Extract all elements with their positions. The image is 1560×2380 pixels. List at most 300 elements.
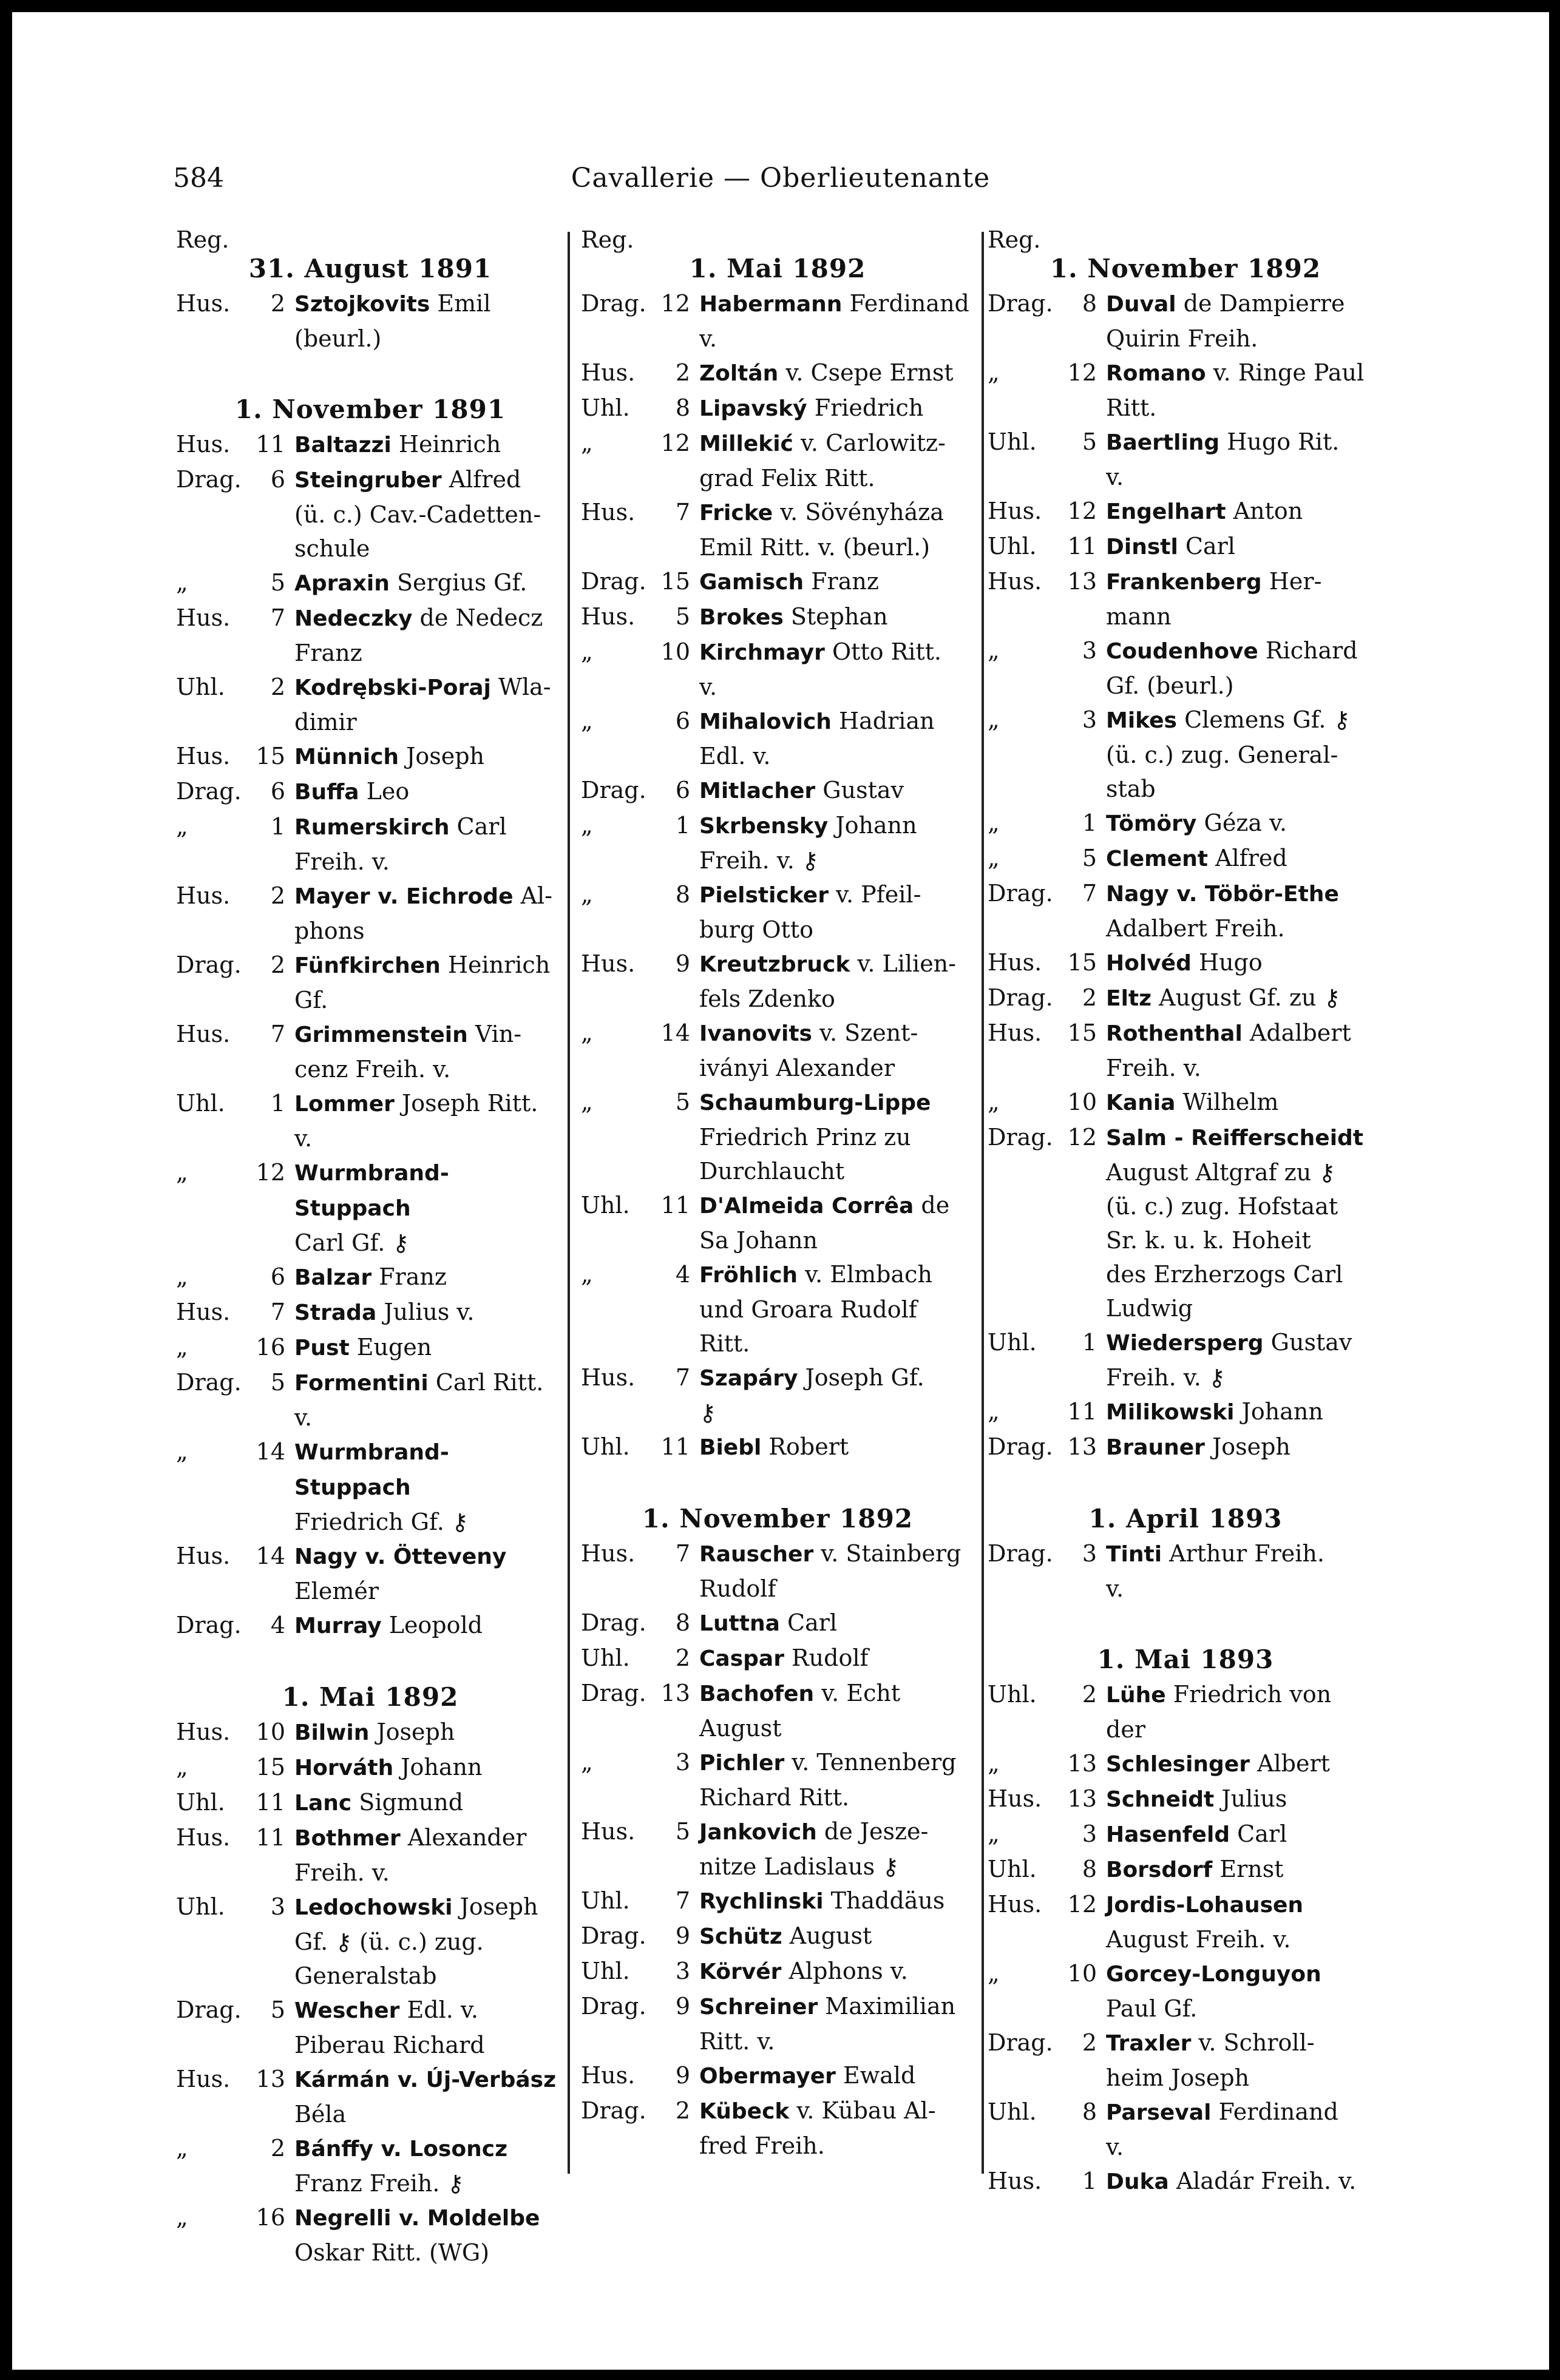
regiment-number: 2 xyxy=(270,882,285,909)
regiment-number: 13 xyxy=(256,2066,285,2092)
list-item xyxy=(581,1884,974,1919)
list-item xyxy=(176,774,565,810)
entry-line: Sr. k. u. k. Hoheit xyxy=(1106,1227,1311,1254)
officer-name: Fricke xyxy=(699,501,773,526)
regiment-type: Drag. xyxy=(581,2097,646,2124)
entry-text xyxy=(1106,425,1383,494)
entry-line: Gf. (beurl.) xyxy=(1106,672,1234,699)
column-1 xyxy=(176,225,565,2270)
entry-line: Joseph xyxy=(369,1719,455,1745)
entry-text xyxy=(294,1539,565,1608)
entry-line: Her- xyxy=(1261,568,1322,595)
officer-name: Biebl xyxy=(699,1435,762,1460)
officer-name: Clement xyxy=(1106,847,1208,871)
officer-name: Kania xyxy=(1106,1090,1176,1115)
regiment-number: 4 xyxy=(270,1612,285,1638)
entry-line: Ritt. v. xyxy=(699,2028,775,2055)
regiment-type: Uhl. xyxy=(988,533,1037,560)
entry-line: Friedrich xyxy=(807,394,924,421)
entry-text xyxy=(1106,1120,1383,1325)
entry-text xyxy=(294,739,565,774)
list-item xyxy=(581,391,974,426)
regiment-type: Uhl. xyxy=(988,1856,1037,1882)
reg-column-label: Reg. xyxy=(176,226,229,253)
list-item xyxy=(581,426,974,495)
regiment-number: 9 xyxy=(675,1993,690,2020)
list-item xyxy=(176,1993,565,2062)
entry-line: Joseph Gf. xyxy=(798,1364,924,1391)
entry-line: Ludwig xyxy=(1106,1295,1193,1322)
regiment-type: Uhl. xyxy=(988,2098,1037,2125)
list-item xyxy=(581,286,974,356)
regiment-number: 15 xyxy=(660,568,690,595)
entry-text xyxy=(699,1745,974,1814)
list-item xyxy=(581,877,974,947)
officer-name: Brauner xyxy=(1106,1435,1205,1460)
regiment-number: 16 xyxy=(256,1334,285,1361)
officer-name: Kodrębski-Poraj xyxy=(294,675,491,700)
entry-text xyxy=(294,601,565,670)
list-item xyxy=(988,1120,1383,1325)
officer-name: Nagy v. Ötteveny xyxy=(294,1544,507,1569)
list-item xyxy=(581,1537,974,1606)
regiment-number: 13 xyxy=(1067,568,1097,595)
officer-name: Mikes xyxy=(1106,708,1177,733)
regiment-type: Drag. xyxy=(176,466,242,493)
entry-text xyxy=(699,1430,974,1465)
entry-line: Alexander xyxy=(400,1824,527,1851)
list-item xyxy=(176,462,565,566)
entry-line: Robert xyxy=(761,1433,849,1460)
officer-name: Mihalovich xyxy=(699,709,832,734)
officer-name: Rumerskirch xyxy=(294,815,450,840)
regiment-number: 8 xyxy=(1082,290,1097,317)
officer-name: Bothmer xyxy=(294,1826,401,1851)
entry-line: Quirin Freih. xyxy=(1106,325,1258,352)
officer-name: Eltz xyxy=(1106,986,1152,1011)
regiment-type: Uhl. xyxy=(988,428,1037,455)
regiment-number: 11 xyxy=(256,1824,285,1851)
section-gap xyxy=(176,356,565,392)
officer-name: Jordis-Lohausen xyxy=(1106,1893,1304,1918)
officer-name: Bánffy v. Losoncz xyxy=(294,2137,508,2162)
entry-line: Aladár Freih. v. xyxy=(1168,2168,1357,2194)
column-2 xyxy=(581,225,974,2163)
entry-line: ⚷ xyxy=(699,1399,716,1426)
entry-line: Carl xyxy=(1230,1820,1287,1847)
list-item xyxy=(581,1016,974,1085)
regiment-type: Uhl. xyxy=(581,1958,630,1984)
list-item xyxy=(988,806,1383,841)
entry-text xyxy=(294,1365,565,1435)
list-item xyxy=(176,1750,565,1785)
section-gap xyxy=(581,1465,974,1501)
list-item xyxy=(581,704,974,773)
regiment-type: Hus. xyxy=(988,568,1042,595)
officer-name: Parseval xyxy=(1106,2100,1212,2125)
list-item xyxy=(581,635,974,704)
officer-name: Borsdorf xyxy=(1106,1858,1213,1882)
regiment-type: „ xyxy=(176,2135,188,2162)
regiment-type: Uhl. xyxy=(176,1090,225,1117)
list-item xyxy=(581,773,974,808)
entry-line: Wla- xyxy=(490,674,551,700)
regiment-number: 11 xyxy=(256,1789,285,1816)
entry-line: Heinrich xyxy=(440,952,551,978)
regiment-type: „ xyxy=(988,1750,1000,1777)
entry-line: iványi Alexander xyxy=(699,1055,895,1081)
entry-line: Leo xyxy=(359,778,410,805)
officer-name: Schneidt xyxy=(1106,1787,1215,1812)
entry-text xyxy=(1106,703,1383,806)
list-item xyxy=(988,703,1383,806)
regiment-number: 12 xyxy=(660,290,690,317)
list-item xyxy=(988,2026,1383,2095)
officer-name: Luttna xyxy=(699,1611,780,1636)
entry-line: phons xyxy=(294,918,365,944)
list-item xyxy=(581,1989,974,2058)
entry-line: burg Otto xyxy=(699,916,813,943)
list-item xyxy=(176,286,565,356)
list-item xyxy=(581,1257,974,1361)
officer-name: Rychlinski xyxy=(699,1889,824,1914)
regiment-number: 10 xyxy=(1067,1089,1097,1115)
entry-line: v. Csepe Ernst xyxy=(778,359,954,386)
entry-text xyxy=(1106,1430,1383,1465)
list-item xyxy=(176,427,565,462)
entry-line: mann xyxy=(1106,603,1172,630)
entry-text xyxy=(699,356,974,391)
entry-text xyxy=(294,427,565,462)
entry-text xyxy=(294,670,565,739)
entry-line: Johann xyxy=(393,1754,483,1780)
entry-text xyxy=(699,1989,974,2058)
entry-line: Freih. v. ⚷ xyxy=(699,847,819,874)
regiment-number: 6 xyxy=(675,708,690,734)
regiment-number: 3 xyxy=(1082,706,1097,733)
officer-name: Kármán v. Új-Verbász xyxy=(294,2067,557,2092)
officer-name: Strada xyxy=(294,1300,377,1325)
regiment-number: 5 xyxy=(270,1996,285,2023)
entry-text xyxy=(294,2062,565,2131)
entry-line: Julius v. xyxy=(376,1299,475,1325)
page-number: 584 xyxy=(173,163,224,194)
entry-line: v. Pfeil- xyxy=(828,881,921,908)
entry-line: Géza v. xyxy=(1196,810,1287,836)
entry-line: Ritt. xyxy=(1106,394,1157,421)
list-item xyxy=(988,494,1383,529)
section-date: 1. Mai 1892 xyxy=(282,1682,459,1712)
officer-name: Lühe xyxy=(1106,1683,1166,1708)
list-item xyxy=(176,1608,565,1643)
list-item xyxy=(581,600,974,635)
entry-line: Richard xyxy=(1258,637,1358,664)
entry-text xyxy=(699,1884,974,1919)
page-title: Cavallerie — Oberlieutenante xyxy=(571,163,991,194)
regiment-number: 3 xyxy=(675,1749,690,1776)
entry-text xyxy=(1106,1956,1383,2026)
section-date: 1. November 1891 xyxy=(234,394,506,424)
entry-line: v. Lilien- xyxy=(850,950,956,977)
regiment-number: 13 xyxy=(1067,1433,1097,1460)
regiment-number: 2 xyxy=(1082,984,1097,1011)
officer-name: Baltazzi xyxy=(294,433,392,458)
entry-line: Anton xyxy=(1226,498,1303,524)
regiment-type: Drag. xyxy=(988,1124,1053,1151)
regiment-type: Hus. xyxy=(581,359,636,386)
officer-name: Mitlacher xyxy=(699,779,816,803)
entry-line: Sigmund xyxy=(351,1789,464,1816)
entry-line: Emil Ritt. v. (beurl.) xyxy=(699,534,931,561)
regiment-type: Hus. xyxy=(176,1543,231,1569)
list-item xyxy=(581,2094,974,2163)
entry-line: Gf. xyxy=(294,987,328,1013)
list-item xyxy=(988,356,1383,425)
entry-text xyxy=(699,426,974,495)
entry-line: des Erzherzogs Carl xyxy=(1106,1261,1343,1288)
officer-name: Jankovich xyxy=(699,1820,817,1845)
entry-text xyxy=(699,635,974,704)
entry-line: schule xyxy=(294,535,370,562)
entry-line: August Freih. v. xyxy=(1106,1926,1291,1953)
regiment-type: Hus. xyxy=(176,882,231,909)
entry-text xyxy=(294,2131,565,2200)
entry-text xyxy=(294,1017,565,1086)
regiment-type: Drag. xyxy=(581,777,646,803)
list-item xyxy=(581,1361,974,1430)
officer-name: Duval xyxy=(1106,292,1176,317)
list-item xyxy=(988,1887,1383,1956)
entry-line: Ernst xyxy=(1212,1856,1284,1882)
entry-text xyxy=(1106,2164,1383,2199)
entry-line: Adalbert xyxy=(1242,1019,1351,1046)
list-item xyxy=(176,1086,565,1155)
entry-line: fels Zdenko xyxy=(699,985,835,1012)
list-item xyxy=(176,1295,565,1330)
regiment-type: „ xyxy=(581,708,593,734)
entry-line: (beurl.) xyxy=(294,325,382,352)
regiment-number: 13 xyxy=(660,1680,690,1706)
regiment-number: 1 xyxy=(675,812,690,839)
entry-text xyxy=(699,1919,974,1954)
entry-line: Béla xyxy=(294,2101,347,2128)
entry-line: Joseph Ritt. xyxy=(394,1090,538,1117)
entry-line: Alfred xyxy=(1207,845,1287,871)
list-item xyxy=(988,1817,1383,1852)
regiment-type: „ xyxy=(988,637,1000,664)
regiment-type: „ xyxy=(176,1438,188,1465)
list-item xyxy=(988,1746,1383,1782)
regiment-number: 8 xyxy=(675,394,690,421)
regiment-number: 2 xyxy=(675,2097,690,2124)
officer-name: Lanc xyxy=(294,1791,352,1816)
officer-name: Milikowski xyxy=(1106,1400,1235,1425)
entry-text xyxy=(1106,2095,1383,2164)
regiment-type: Uhl. xyxy=(581,1433,630,1460)
regiment-number: 3 xyxy=(675,1958,690,1984)
list-item xyxy=(988,286,1383,356)
entry-line: Hadrian xyxy=(831,708,935,734)
entry-text xyxy=(699,1676,974,1745)
list-item xyxy=(176,2131,565,2200)
officer-name: Habermann xyxy=(699,292,843,317)
entry-text xyxy=(1106,1677,1383,1746)
officer-name: Romano xyxy=(1106,361,1206,386)
officer-name: Obermayer xyxy=(699,2064,836,2089)
entry-text xyxy=(699,947,974,1016)
officer-name: Negrelli v. Moldelbe xyxy=(294,2206,540,2231)
section-date: 1. November 1892 xyxy=(1050,254,1321,283)
officer-name: Ledochowski xyxy=(294,1895,453,1920)
regiment-number: 12 xyxy=(256,1159,285,1186)
entry-line: v. xyxy=(1106,1575,1124,1602)
entry-text xyxy=(1106,1852,1383,1887)
officer-name: Szapáry xyxy=(699,1366,798,1391)
entry-line: Edl. v. xyxy=(399,1996,478,2023)
list-item xyxy=(176,1820,565,1890)
section-date: 1. Mai 1892 xyxy=(689,254,866,283)
entry-line: nitze Ladislaus ⚷ xyxy=(699,1853,900,1880)
regiment-number: 7 xyxy=(270,1021,285,1047)
entry-line: fred Freih. xyxy=(699,2132,825,2159)
entry-text xyxy=(1106,2026,1383,2095)
entry-line: der xyxy=(1106,1716,1145,1743)
entry-line: Paul Gf. xyxy=(1106,1995,1198,2022)
entry-line: Al- xyxy=(513,882,553,909)
regiment-number: 14 xyxy=(256,1543,285,1569)
entry-line: Leopold xyxy=(381,1612,483,1638)
officer-name: Gamisch xyxy=(699,570,804,595)
column-3 xyxy=(988,225,1383,2199)
officer-name: Grimmenstein xyxy=(294,1023,468,1047)
regiment-type: Drag. xyxy=(176,1369,242,1396)
entry-text xyxy=(699,1188,974,1257)
entry-line: Julius xyxy=(1214,1785,1287,1812)
regiment-number: 15 xyxy=(1067,949,1097,976)
entry-text xyxy=(699,1257,974,1361)
regiment-number: 12 xyxy=(660,430,690,456)
officer-name: Steingruber xyxy=(294,468,442,493)
regiment-number: 2 xyxy=(1082,2029,1097,2056)
regiment-type: Drag. xyxy=(581,1922,646,1949)
officer-name: Rauscher xyxy=(699,1542,814,1567)
list-item xyxy=(988,1085,1383,1120)
officer-name: Nagy v. Töbör-Ethe xyxy=(1106,882,1339,907)
regiment-number: 12 xyxy=(1067,359,1097,386)
entry-line: Albert xyxy=(1250,1750,1330,1777)
entry-text xyxy=(699,1016,974,1085)
entry-line: de xyxy=(914,1192,950,1219)
entry-line: und Groara Rudolf xyxy=(699,1296,917,1323)
regiment-type: Drag. xyxy=(581,1680,646,1706)
entry-text xyxy=(699,1954,974,1989)
entry-line: Elemér xyxy=(294,1578,379,1604)
list-item xyxy=(988,1677,1383,1746)
entry-line: August Gf. zu ⚷ xyxy=(1151,984,1341,1011)
officer-name: Wiedersperg xyxy=(1106,1331,1264,1356)
regiment-number: 2 xyxy=(675,359,690,386)
regiment-type: Uhl. xyxy=(581,1887,630,1914)
regiment-number: 3 xyxy=(270,1893,285,1920)
officer-name: Tömöry xyxy=(1106,811,1197,836)
list-item xyxy=(581,356,974,391)
section-date: 31. August 1891 xyxy=(248,254,492,283)
entry-line: stab xyxy=(1106,776,1156,802)
entry-text xyxy=(1106,1325,1383,1395)
regiment-type: Hus. xyxy=(176,1021,231,1047)
list-item xyxy=(176,1715,565,1750)
entry-line: Alphons v. xyxy=(781,1958,908,1984)
regiment-number: 8 xyxy=(1082,2098,1097,2125)
entry-text xyxy=(699,1361,974,1430)
officer-name: Sztojkovits xyxy=(294,292,430,317)
list-item xyxy=(988,1430,1383,1465)
regiment-type: Drag. xyxy=(988,2029,1053,2056)
entry-text xyxy=(294,1715,565,1750)
list-item xyxy=(176,879,565,948)
regiment-type: Hus. xyxy=(581,603,636,630)
entry-text xyxy=(699,286,974,356)
entry-line: Adalbert Freih. xyxy=(1106,915,1285,942)
entry-line: Freih. v. ⚷ xyxy=(1106,1364,1226,1391)
officer-name: Traxler xyxy=(1106,2031,1192,2056)
list-item xyxy=(176,1435,565,1539)
entry-line: Joseph xyxy=(1204,1433,1290,1460)
regiment-type: „ xyxy=(176,1754,188,1780)
entry-line: Thaddäus xyxy=(823,1887,945,1914)
entry-text xyxy=(1106,529,1383,564)
entry-text xyxy=(294,1785,565,1820)
entry-line: v. Schroll- xyxy=(1191,2029,1315,2056)
entry-line: Carl Gf. ⚷ xyxy=(294,1229,410,1256)
regiment-number: 2 xyxy=(270,2135,285,2162)
regiment-type: Hus. xyxy=(988,2168,1042,2194)
entry-line: Ewald xyxy=(835,2062,916,2089)
list-item xyxy=(176,810,565,879)
entry-text xyxy=(699,773,974,808)
entry-line: v. Szent- xyxy=(812,1019,918,1046)
regiment-number: 7 xyxy=(1082,880,1097,907)
entry-line: Franz xyxy=(804,568,879,595)
entry-line: Gustav xyxy=(1263,1329,1352,1356)
regiment-number: 9 xyxy=(675,2062,690,2089)
regiment-type: „ xyxy=(581,430,593,456)
entry-line: Generalstab xyxy=(294,1962,437,1989)
regiment-number: 6 xyxy=(675,777,690,803)
entry-line: Friedrich von xyxy=(1165,1681,1332,1708)
list-item xyxy=(581,2058,974,2094)
regiment-type: Hus. xyxy=(176,1719,231,1745)
entry-line: August Altgraf zu ⚷ xyxy=(1106,1159,1336,1186)
entry-text xyxy=(699,564,974,600)
entry-line: Franz xyxy=(294,640,362,666)
officer-name: D'Almeida Corrêa xyxy=(699,1194,914,1219)
entry-line: v. Sövényháza xyxy=(773,499,944,526)
regiment-number: 1 xyxy=(270,1090,285,1117)
list-item xyxy=(176,670,565,739)
entry-text xyxy=(1106,1537,1383,1606)
entry-line: Johann xyxy=(828,812,917,839)
officer-name: Schreiner xyxy=(699,1995,818,2020)
entry-text xyxy=(294,1330,565,1365)
entry-line: Heinrich xyxy=(391,431,501,458)
entry-text xyxy=(1106,286,1383,356)
document-page xyxy=(12,12,1549,2370)
regiment-type: Hus. xyxy=(581,499,636,526)
list-item xyxy=(581,1745,974,1814)
regiment-number: 1 xyxy=(1082,810,1097,836)
entry-line: Sergius Gf. xyxy=(389,569,527,596)
